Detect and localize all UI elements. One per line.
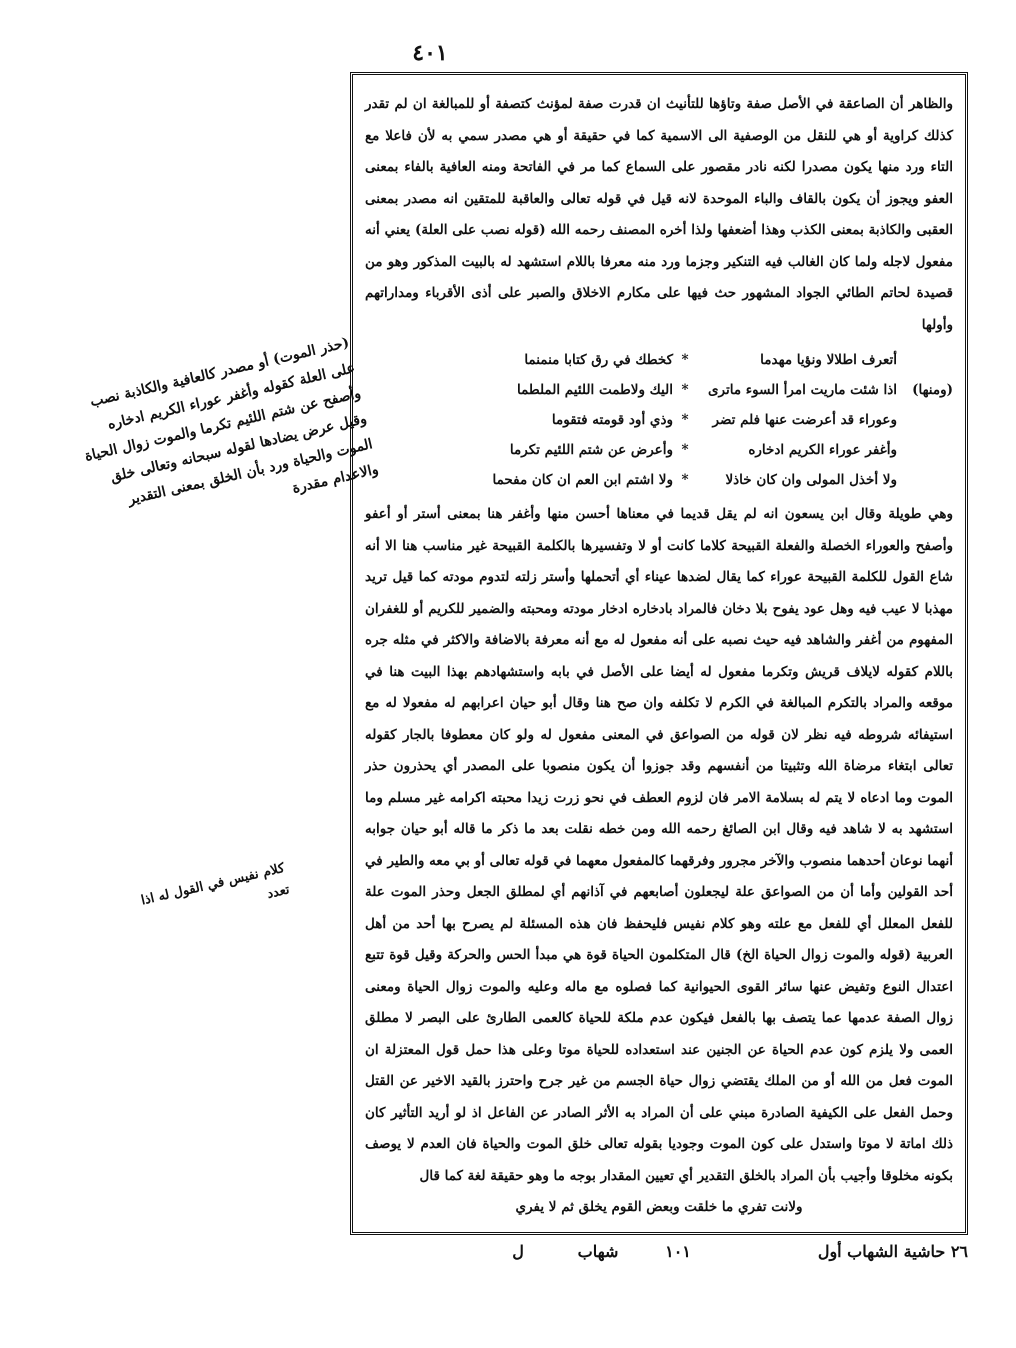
main-text-block — [365, 499, 953, 1224]
paragraph-after-verses: وهي طويلة وقال ابن يسعون انه لم يقل قديما في معناها أحسن منها وأغفر هنا بمعنى أستر أو أعفو وأصفح والعوراء الخصلة والفعلة القبيحة كلاما كانت أو لا وتفسيرها بالكلمة القبيحة غير مناسب هنا الا أنه شاع القول للكلمة القبيحة عوراء كما يقال لضدها عيناء أي أتحملها وأستر زلته لتدوم مودته كما قيل تريد مهذبا لا عيب فيه وهل عود يفوح بلا دخان فالمراد بادخاره ادخار مودته ومحبته والضمير للكريم أو للغفران المفهوم من أغفر والشاهد فيه حيث نصبه على أنه مفعول له مع أنه معرفة بالاضافة والاكثر في مثله جره باللام كقوله لايلاف قريش وتكرما مفعول له أيضا على الأصل في بابه واستشهادهم بهذا البيت هنا في موقعه والمراد بالتكرم المبالغة في الكرم لا تكلفه وان صح هنا وقال أبو حيان اعرابهم له مفعولا له مع استيفائه شروطه فيه نظر لان قوله من الصواعق في المعنى مفعول له ولو كان معطوفا بالجار كقوله تعالى ابتغاء مرضاة الله وتثبيتا من أنفسهم وقد جوزوا أن يكون منصوبا على المصدر أي يحذرون حذر الموت وما ادعاه لا يتم له بسلامة الامر فان لزوم العطف في نحو زرت زيدا محبته اكرامه غير مسلم وما استشهد به لا شاهد فيه وقال ابن الصائغ رحمه الله ومن خطه نقلت بعد ما ذكر ما قاله أبو حيان جوابه أنهما نوعان أحدهما منصوب والآخر مجرور وفرقهما كالمفعول معهما في قوله تعالى أو بي معه والطير في أحد القولين وأما أن من الصواعق علة ليجعلون أصابعهم في آذانهم أي لمطلق الجعل وحذر الموت علة للفعل المعلل أي للفعل مع علته وهو كلام نفيس فليحفظ فان هذه المسئلة لم يصرح بها أحد من أهل العربية (قوله والموت زوال الحياة الخ) قال المتكلمون الحياة قوة هي مبدأ الحس والحركة وقيل قوة تتبع اعتدال النوع وتفيض عنها سائر القوى الحيوانية كما فصلوه مع ماله وعليه والموت زوال الحياة ومعنى زوال الصفة عدمها عما يتصف بها بالفعل فيكون عدم ملكة للحياة كالعمى الطارئ على البصر لا مطلق العمى ولا يلزم كون عدم الحياة عن الجنين عند استعداده للحياة موتا وعلى هذا حمل قول المعتزلة ان الموت فعل من الله أو من الملك يقتضي زوال حياة الجسم من غير جرح واحترز بالقيد الاخير عن القتل وحمل الفعل على الكيفية الصادرة مبني على أن المراد به الأثر الصادر عن الفاعل اذ لو أريد التأثير كان ذلك اماتة لا موتا واستدل على كون الموت وجوديا بقوله تعالى خلق الموت والحياة فان العدم لا يوصف بكونه مخلوقا وأجيب بأن المراد بالخلق التقدير أي تعيين المقدار بوجه ما وهو حقيقة لغة كما قال — [365, 506, 953, 1184]
verse-separator-star: * — [681, 382, 689, 398]
footer-page-number: ١٠١ — [665, 1242, 691, 1261]
verse-first-hemistich: ولا أخذل المولى وان كان خاذلا — [725, 472, 897, 488]
page-number-top: ٤٠١ — [412, 40, 448, 66]
final-verse: ولانت تفري ما خلقت وبعض القوم يخلق ثم لا يفري — [515, 1199, 803, 1215]
verse-second-hemistich: وأعرض عن شتم اللئيم تكرما — [509, 442, 673, 458]
verse-separator-star: * — [681, 472, 689, 488]
verse-first-hemistich: وأغفر عوراء الكريم ادخاره — [748, 442, 897, 458]
text-frame — [350, 72, 968, 1235]
verse-separator-star: * — [681, 412, 689, 428]
verse-row — [365, 465, 953, 495]
verse-second-hemistich: اليك ولاطمت اللئيم الملطما — [516, 382, 673, 398]
verses-tag: (ومنها) — [912, 382, 953, 398]
footer-letter: ل — [512, 1242, 524, 1261]
footer-label: شهاب — [577, 1242, 619, 1261]
verse-second-hemistich: وذي أود قومته فتقوما — [551, 412, 673, 428]
verse-separator-star: * — [681, 442, 689, 458]
paragraph-before-verses: والظاهر أن الصاعقة في الأصل صفة وتاؤها للتأنيث ان قدرت صفة لمؤنث كتصفة أو للمبالغة ان لم تقدر كذلك كراوية أو هي للنقل من الوصفية الى الاسمية كما في حقيقة أو هي مصدر سمي به لأن فاعلا مع التاء ورد منها يكون مصدرا لكنه نادر مقصور على السماع كما مر في الفاتحة ومنه العافية بالفاء بمعنى العفو ويجوز أن يكون بالقاف والباء الموحدة لانه قيل في قوله تعالى والعاقبة للمتقين انه مصدر بمعنى العقبى والكاذبة بمعنى الكذب وهذا أضعفها ولذا أخره المصنف رحمه الله (قوله نصب على العلة) يعني أنه مفعول لاجله ولما كان الغالب فيه التنكير وجزما ورد منه معرفا باللام استشهد له بالبيت المذكور وهو من قصيدة لحاتم الطائي الجواد المشهور حث فيها على مكارم الاخلاق والصبر على أذى الأقرباء ومداراتهم وأولها — [365, 96, 953, 333]
margin-note-brief: كلام نفيس في القول له اذا تعدد — [139, 860, 291, 909]
verse-first-hemistich: اذا شئت ماريت امرأ السوء ماترى — [707, 382, 897, 398]
verse-first-hemistich: وعوراء قد أعرضت عنها فلم تضر — [712, 412, 897, 428]
main-text-block — [365, 89, 953, 341]
footer-signature: ٢٦ حاشية الشهاب أول — [817, 1242, 968, 1261]
verse-row — [365, 405, 953, 435]
verse-first-hemistich: أتعرف اطلالا ونؤيا مهدما — [760, 352, 897, 368]
verse-separator-star: * — [681, 352, 689, 368]
poem-verses — [365, 345, 953, 495]
verse-second-hemistich: كخطك في رق كتابا منمنما — [524, 352, 673, 368]
page-footer — [350, 1242, 968, 1261]
verse-row — [365, 375, 953, 405]
margin-note-commentary: (حذر الموت) أو مصدر كالعافية والكاذبة نصب على العلة كقوله وأغفر عوراء الكريم ادخاره وأصفح عن شتم اللئيم تكرما والموت زوال الحياة وقيل عرض يضادها لقوله سبحانه وتعالى خلق الموت والحياة ورد بأن الخلق بمعنى التقدير والاعدام مقدرة — [83, 334, 380, 509]
verse-row — [365, 435, 953, 465]
verse-second-hemistich: ولا اشتم ابن العم ان كان مفحما — [492, 472, 673, 488]
verse-row — [365, 345, 953, 375]
